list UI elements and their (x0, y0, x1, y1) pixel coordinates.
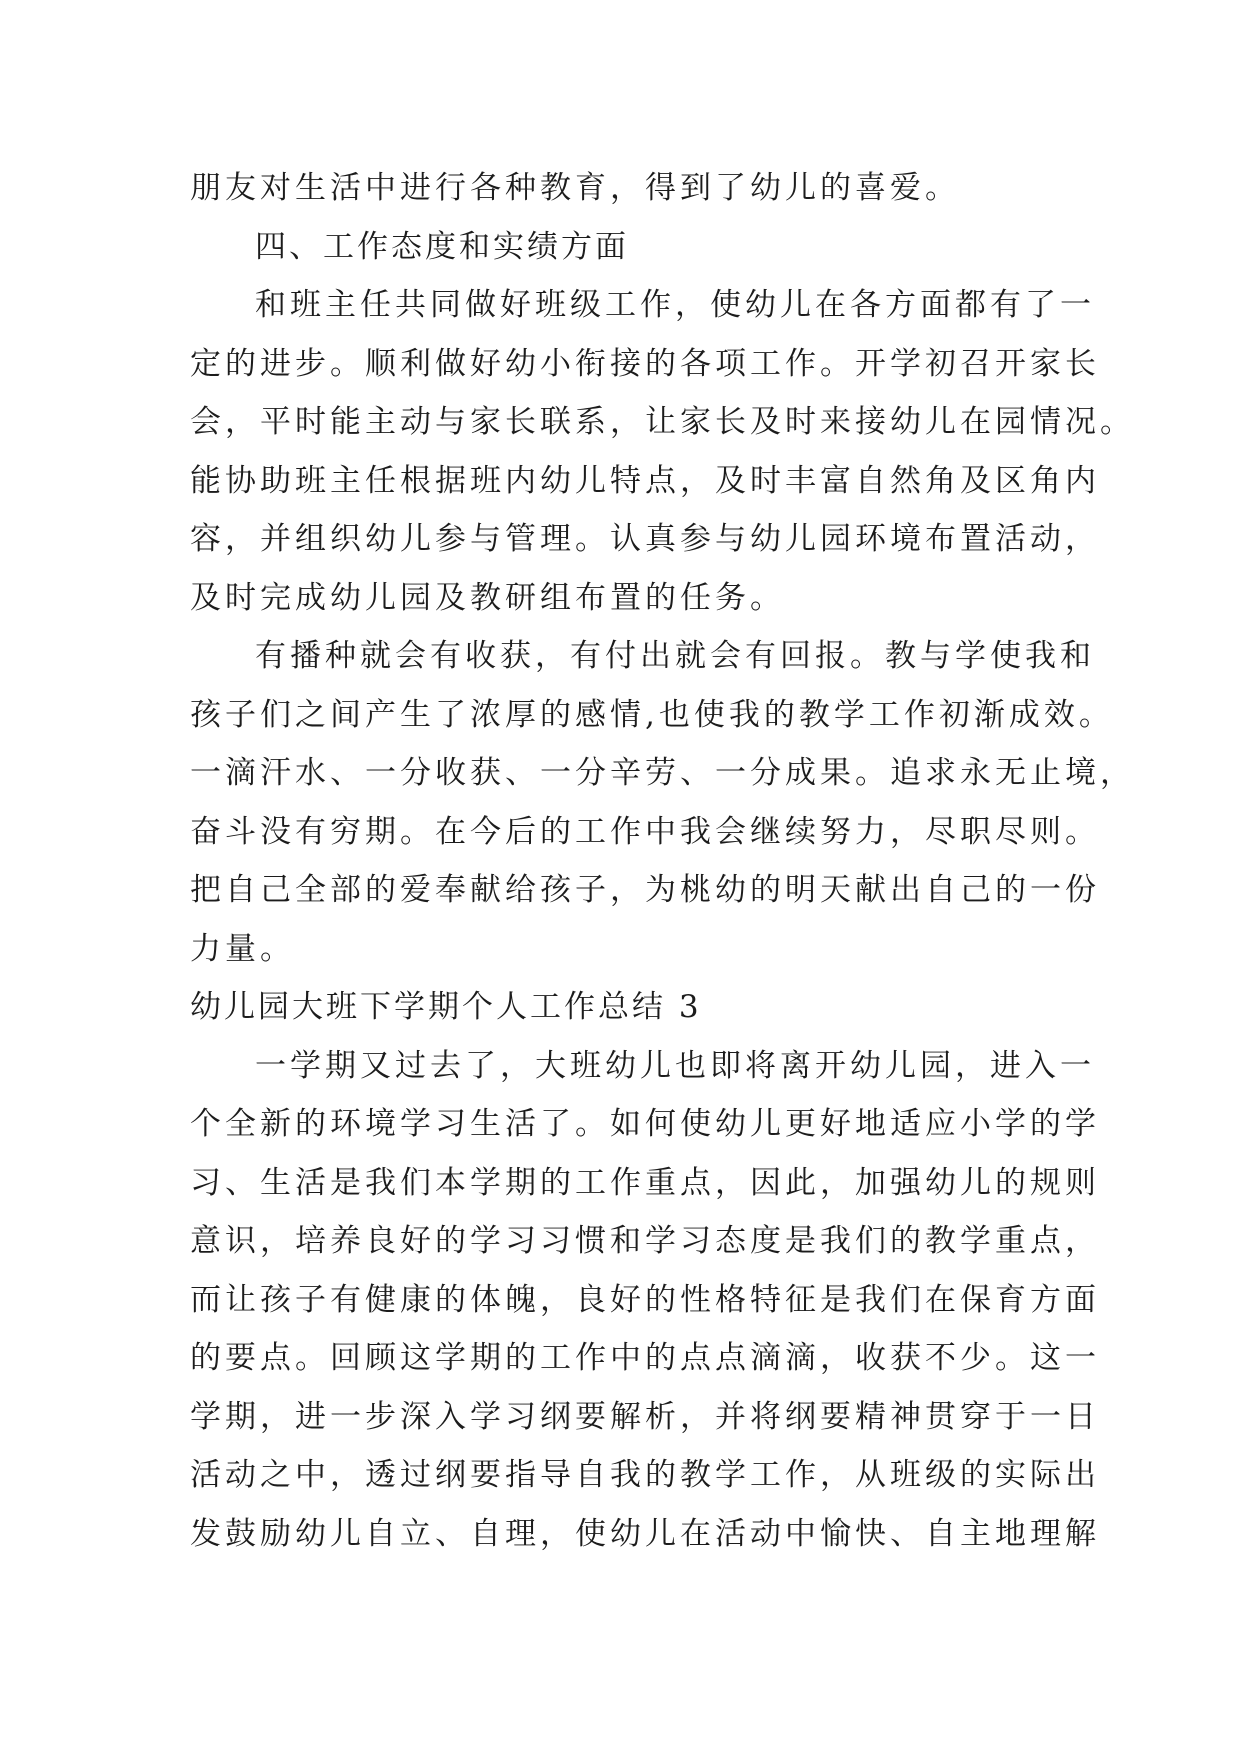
paragraph-line: 而让孩子有健康的体魄，良好的性格特征是我们在保育方面 (190, 1282, 1100, 1318)
section-heading: 四、工作态度和实绩方面 (255, 229, 629, 265)
paragraph-line: 一学期又过去了，大班幼儿也即将离开幼儿园，进入一 (255, 1048, 1095, 1084)
paragraph-line: 学期，进一步深入学习纲要解析，并将纲要精神贯穿于一日 (190, 1399, 1100, 1435)
paragraph-line: 个全新的环境学习生活了。如何使幼儿更好地适应小学的学 (190, 1106, 1100, 1142)
paragraph-line: 及时完成幼儿园及教研组布置的任务。 (190, 580, 785, 616)
paragraph-line: 孩子们之间产生了浓厚的感情,也使我的教学工作初渐成效。 (190, 697, 1114, 733)
paragraph-line: 朋友对生活中进行各种教育，得到了幼儿的喜爱。 (190, 170, 960, 206)
paragraph-line: 奋斗没有穷期。在今后的工作中我会继续努力，尽职尽则。 (190, 814, 1100, 850)
paragraph-line: 的要点。回顾这学期的工作中的点点滴滴，收获不少。这一 (190, 1340, 1100, 1376)
paragraph-line: 能协助班主任根据班内幼儿特点，及时丰富自然角及区角内 (190, 463, 1100, 499)
paragraph-line: 意识，培养良好的学习习惯和学习态度是我们的教学重点， (190, 1223, 1100, 1259)
paragraph-line: 容，并组织幼儿参与管理。认真参与幼儿园环境布置活动， (190, 521, 1100, 557)
paragraph-line: 有播种就会有收获，有付出就会有回报。教与学使我和 (255, 638, 1095, 674)
paragraph-line: 定的进步。顺利做好幼小衔接的各项工作。开学初召开家长 (190, 346, 1100, 382)
paragraph-line: 一滴汗水、一分收获、一分辛劳、一分成果。追求永无止境， (190, 755, 1135, 791)
paragraph-line: 活动之中，透过纲要指导自我的教学工作，从班级的实际出 (190, 1457, 1100, 1493)
paragraph-line: 会，平时能主动与家长联系，让家长及时来接幼儿在园情况。 (190, 404, 1135, 440)
paragraph-line: 和班主任共同做好班级工作，使幼儿在各方面都有了一 (255, 287, 1095, 323)
paragraph-line: 习、生活是我们本学期的工作重点，因此，加强幼儿的规则 (190, 1165, 1100, 1201)
paragraph-line: 发鼓励幼儿自立、自理，使幼儿在活动中愉快、自主地理解 (190, 1516, 1100, 1552)
paragraph-line: 力量。 (190, 931, 295, 967)
paragraph-line: 把自己全部的爱奉献给孩子，为桃幼的明天献出自己的一份 (190, 872, 1100, 908)
document-title: 幼儿园大班下学期个人工作总结 3 (190, 989, 702, 1025)
